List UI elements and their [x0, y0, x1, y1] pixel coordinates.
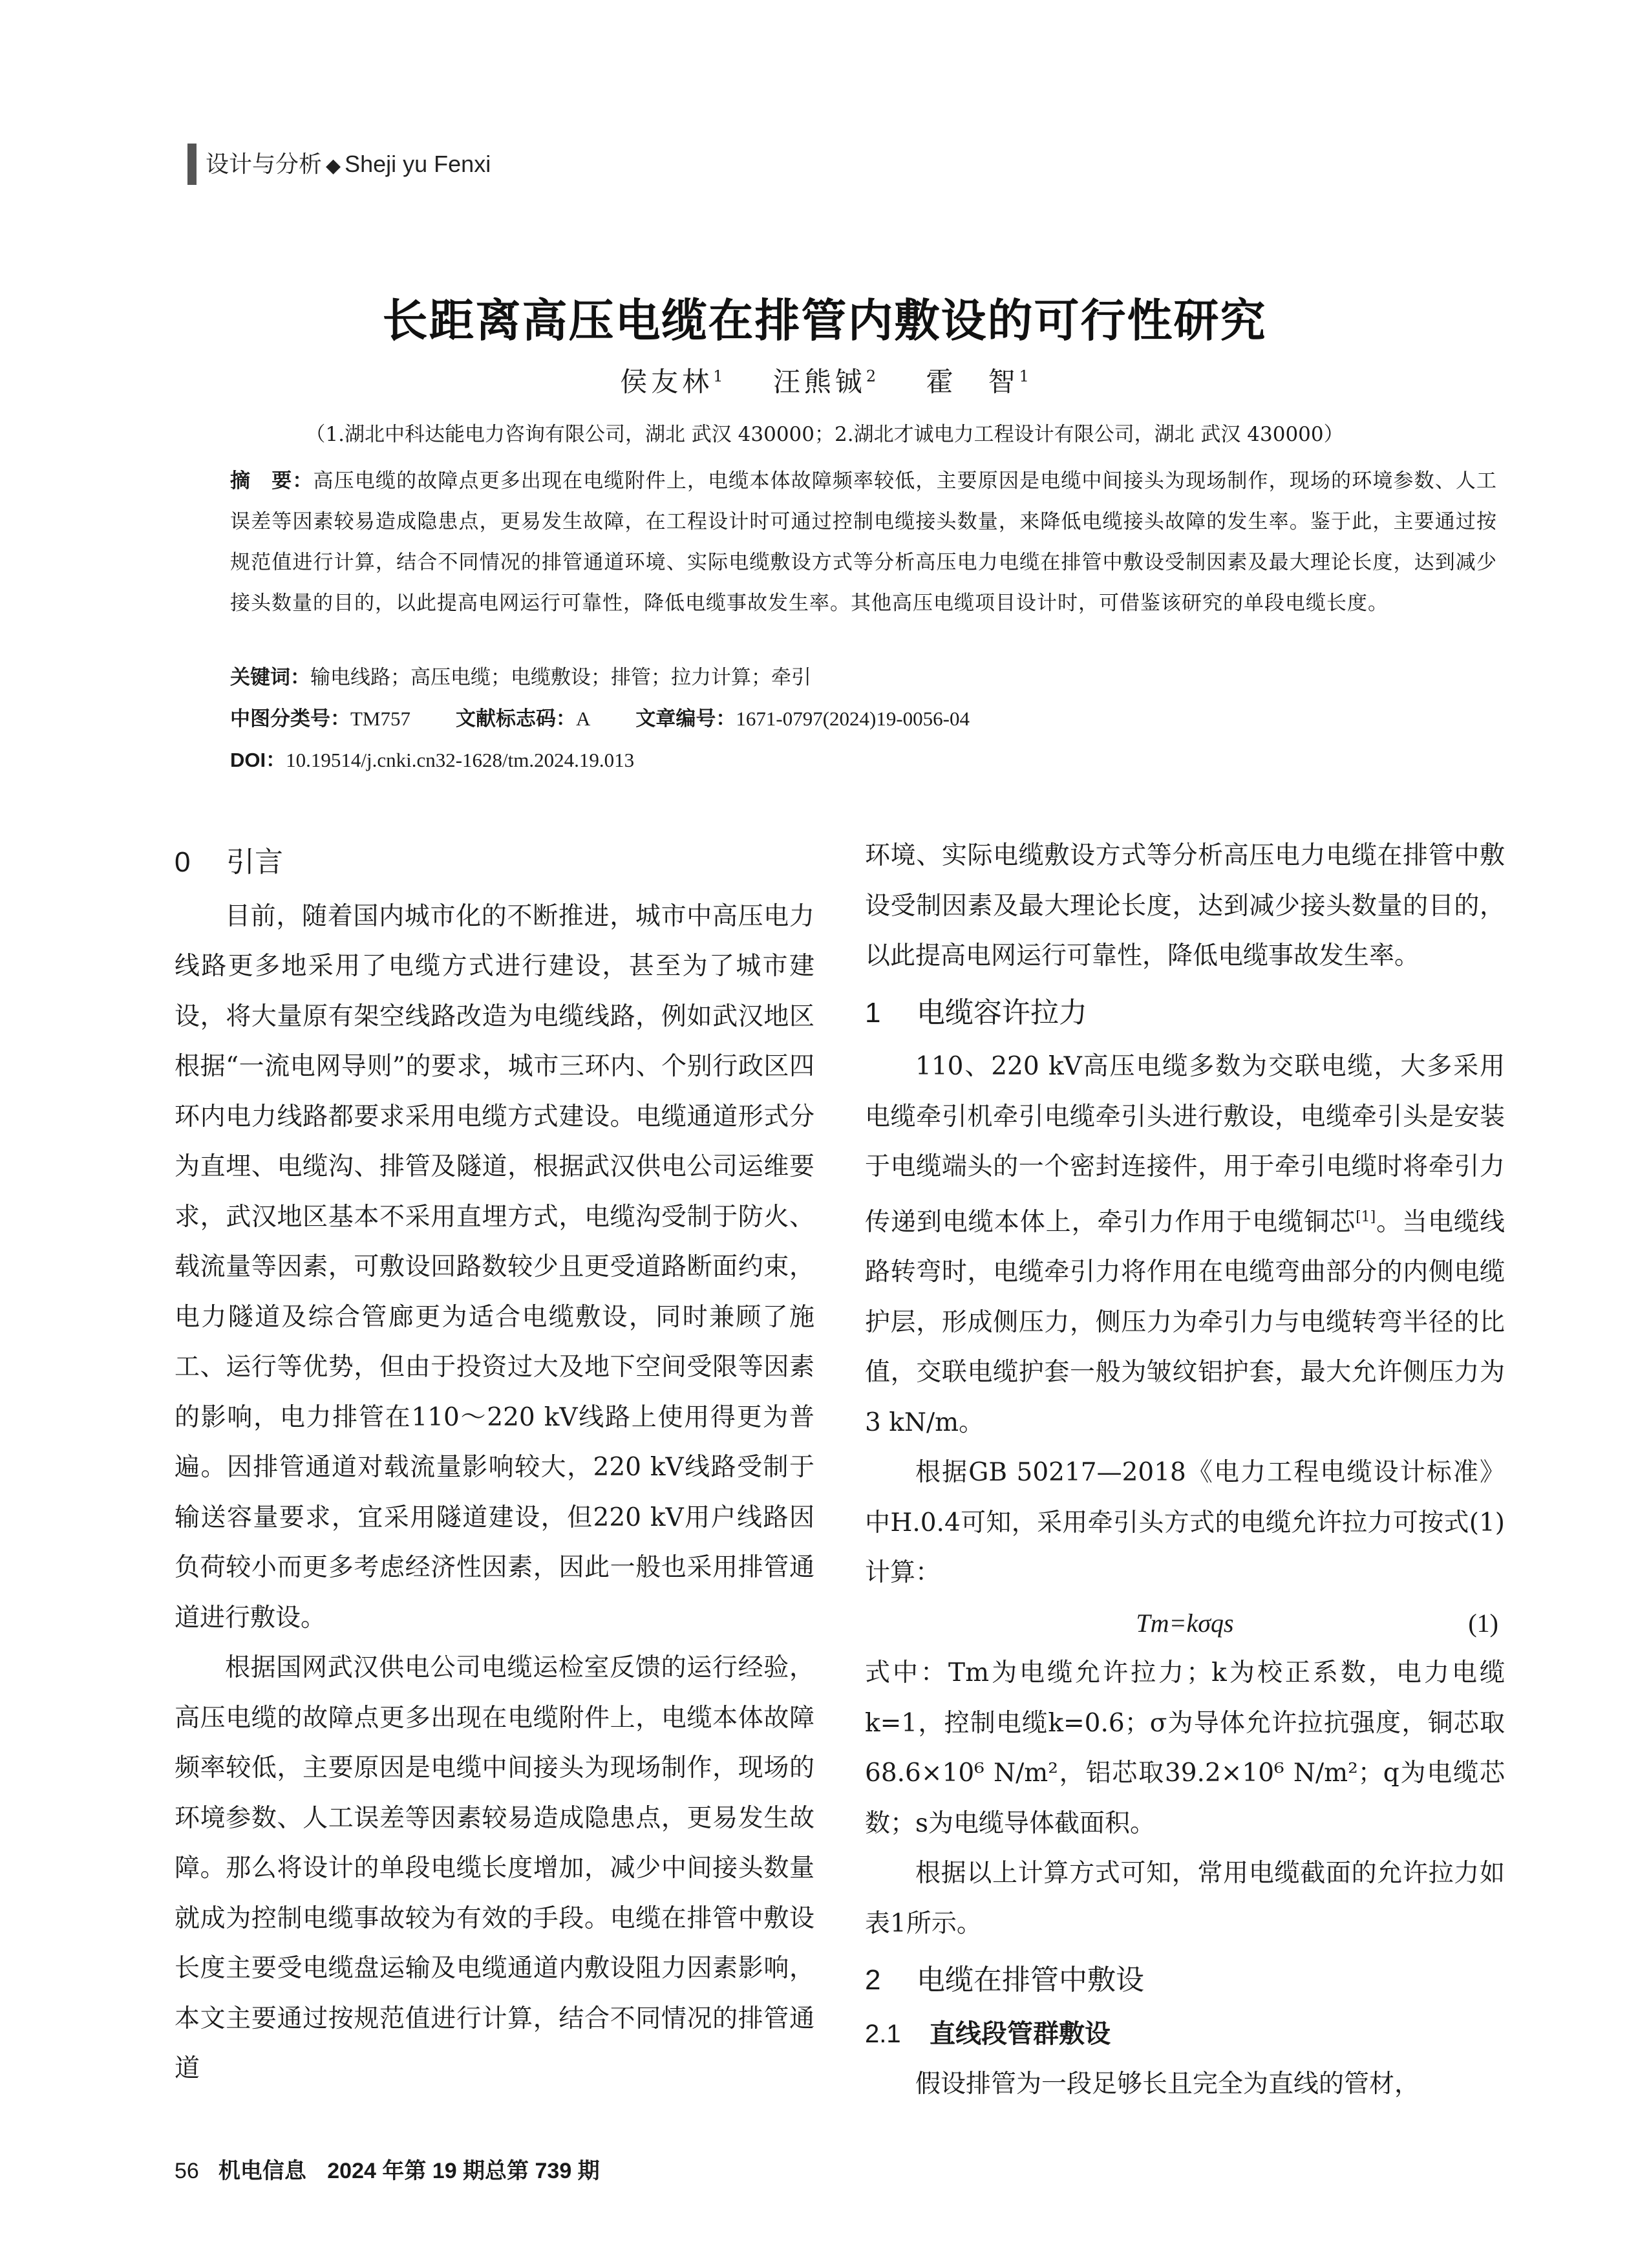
- author-name: 霍 智: [926, 366, 1019, 398]
- section-name-cn: 设计与分析: [206, 151, 323, 177]
- doi: [230, 744, 634, 773]
- page-footer: [175, 2153, 600, 2185]
- keywords-text: 输电线路；高压电缆；电缆敷设；排管；拉力计算；牵引: [310, 666, 811, 689]
- abstract: [230, 460, 1497, 624]
- abstract-label: 摘 要：: [230, 469, 314, 492]
- subsection-heading-2-1: 2.1 直线段管群敷设: [865, 2019, 1111, 2048]
- section-marker-bar: [187, 144, 197, 185]
- keywords: [230, 661, 811, 690]
- classification-info: [230, 702, 970, 731]
- author-affil-sup: 2: [866, 367, 877, 385]
- clc-label: 中图分类号：: [230, 707, 350, 730]
- equation-body: Tm=kσqs: [1136, 1608, 1234, 1638]
- equation-1: [865, 1598, 1505, 1649]
- issue-info: 2024 年第 19 期总第 739 期: [327, 2159, 600, 2183]
- doc-code-value: A: [576, 707, 591, 730]
- paragraph: 110、220 kV高压电缆多数为交联电缆，大多采用电缆牵引机牵引电缆牵引头进行敷设，电缆牵引头是安装于电缆端头的一个密封连接件，用于牵引电缆时将牵引力传递到电缆本体上，牵引力作用于电缆铜芯[1]。当电缆线路转弯时，电缆牵引力将作用在电缆弯曲部分的内侧电缆护层，形成侧压力，侧压力为牵引力与电缆转弯半径的比值，交联电缆护套一般为皱纹铝护套，最大允许侧压力为3 kN/m。: [865, 1052, 1505, 1437]
- citation-ref[interactable]: [1]: [1356, 1208, 1376, 1225]
- doi-label: DOI：: [230, 749, 286, 771]
- author-name: 侯友林: [620, 366, 714, 398]
- clc-value: TM757: [350, 707, 410, 730]
- keywords-label: 关键词：: [230, 666, 310, 689]
- article-number-value: 1671-0797(2024)19-0056-04: [736, 707, 970, 730]
- author-list: [0, 361, 1649, 400]
- paragraph: 式中：Tm为电缆允许拉力；k为校正系数，电力电缆k=1，控制电缆k=0.6；σ为导体允许拉抗强度，铜芯取68.6×10⁶ N/m²，铝芯取39.2×10⁶ N/m²；q为电缆芯数；s为电缆导体截面积。: [865, 1658, 1505, 1838]
- section-heading-1: 1 电缆容许拉力: [865, 996, 1087, 1029]
- section-heading-0: 0 引言: [175, 846, 283, 878]
- paragraph-continued: 环境、实际电缆敷设方式等分析高压电力电缆在排管中敷设受制因素及最大理论长度，达到减少接头数量的目的，以此提高电网运行可靠性，降低电缆事故发生率。: [865, 841, 1505, 970]
- section-heading-2: 2 电缆在排管中敷设: [865, 1964, 1144, 1996]
- equation-number: (1): [1468, 1608, 1498, 1638]
- running-header: [206, 146, 491, 179]
- journal-name: 机电信息: [218, 2159, 306, 2183]
- paragraph: 根据GB 50217—2018《电力工程电缆设计标准》中H.0.4可知，采用牵引头方式的电缆允许拉力可按式(1)计算：: [865, 1458, 1505, 1587]
- page-number: 56: [175, 2159, 199, 2183]
- abstract-text: 高压电缆的故障点更多出现在电缆附件上，电缆本体故障频率较低，主要原因是电缆中间接头为现场制作，现场的环境参数、人工误差等因素较易造成隐患点，更易发生故障，在工程设计时可通过控制电缆接头数量，来降低电缆接头故障的发生率。鉴于此，主要通过按规范值进行计算，结合不同情况的排管通道环境、实际电缆敷设方式等分析高压电力电缆在排管中敷设受制因素及最大理论长度，达到减少接头数量的目的，以此提高电网运行可靠性，降低电缆事故发生率。其他高压电缆项目设计时，可借鉴该研究的单段电缆长度。: [230, 469, 1498, 615]
- doc-code-label: 文献标志码：: [456, 707, 576, 730]
- body-column-left: [175, 831, 814, 2094]
- author-affil-sup: 1: [713, 367, 723, 385]
- paragraph: 根据国网武汉供电公司电缆运检室反馈的运行经验，高压电缆的故障点更多出现在电缆附件上，电缆本体故障频率较低，主要原因是电缆中间接头为现场制作，现场的环境参数、人工误差等因素较易造成隐患点，更易发生故障。那么将设计的单段电缆长度增加，减少中间接头数量就成为控制电缆事故较为有效的手段。电缆在排管中敷设长度主要受电缆盘运输及电缆通道内敷设阻力因素影响，本文主要通过按规范值进行计算，结合不同情况的排管通道: [175, 1653, 814, 2083]
- author-affil-sup: 1: [1019, 367, 1029, 385]
- author-name: 汪熊铖: [772, 366, 866, 398]
- doi-value: 10.19514/j.cnki.cn32-1628/tm.2024.19.013: [286, 749, 635, 771]
- affiliations: （1.湖北中科达能电力咨询有限公司，湖北 武汉 430000；2.湖北才诚电力工程设计有限公司，湖北 武汉 430000）: [305, 423, 1344, 446]
- section-name-en: Sheji yu Fenxi: [345, 151, 491, 177]
- paragraph: 目前，随着国内城市化的不断推进，城市中高压电力线路更多地采用了电缆方式进行建设，甚至为了城市建设，将大量原有架空线路改造为电缆线路，例如武汉地区根据“一流电网导则”的要求，城市三环内、个别行政区四环内电力线路都要求采用电缆方式建设。电缆通道形式分为直埋、电缆沟、排管及隧道，根据武汉供电公司运维要求，武汉地区基本不采用直埋方式，电缆沟受制于防火、载流量等因素，可敷设回路数较少且更受道路断面约束，电力隧道及综合管廊更为适合电缆敷设，同时兼顾了施工、运行等优势，但由于投资过大及地下空间受限等因素的影响，电力排管在110～220 kV线路上使用得更为普遍。因排管通道对载流量影响较大，220 kV线路受制于输送容量要求，宜采用隧道建设，但220 kV用户线路因负荷较小而更多考虑经济性因素，因此一般也采用排管通道进行敷设。: [175, 901, 814, 1632]
- body-column-right: [865, 831, 1505, 2110]
- paragraph: 根据以上计算方式可知，常用电缆截面的允许拉力如表1所示。: [865, 1859, 1505, 1938]
- paper-title: 长距离高压电缆在排管内敷设的可行性研究: [382, 295, 1267, 346]
- article-number-label: 文章编号：: [635, 707, 736, 730]
- paragraph: 假设排管为一段足够长且完全为直线的管材，: [915, 2070, 1420, 2099]
- diamond-icon: ◆: [326, 155, 341, 177]
